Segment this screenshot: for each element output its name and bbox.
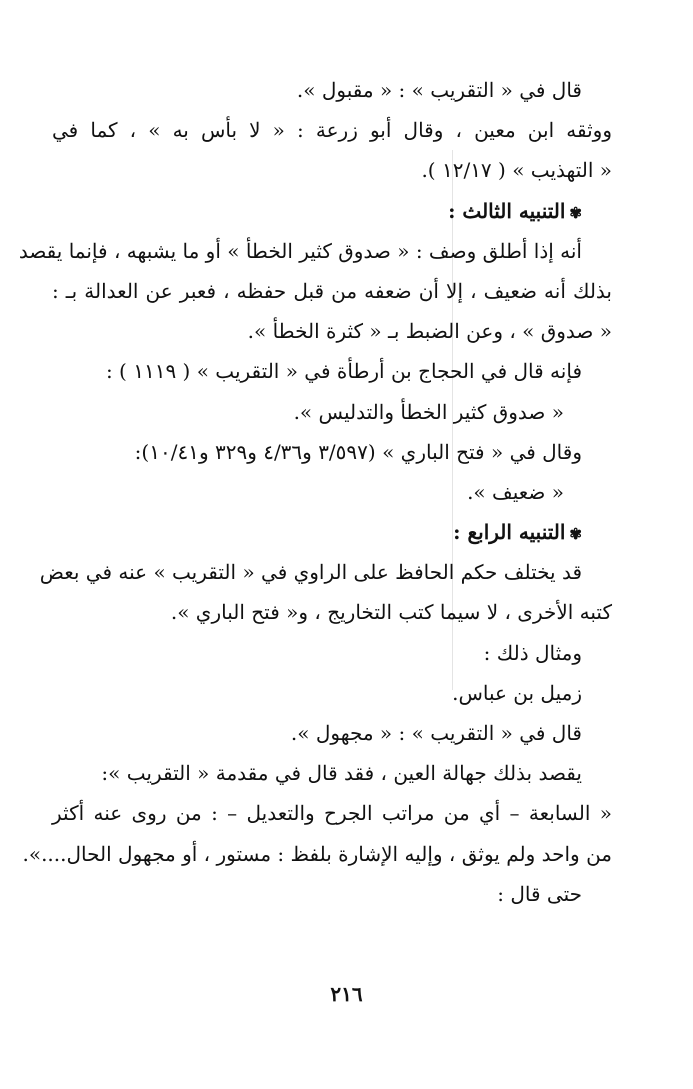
page-body — [18, 70, 612, 914]
text-line-9: « صدوق كثير الخطأ والتدليس ». — [293, 399, 564, 424]
text-line-8: فإنه قال في الحجاج بن أرطأة في « التقريب » ( ١١١٩ ) : — [105, 359, 582, 384]
text-line-11: « ضعيف ». — [467, 479, 564, 504]
heading-fourth-note — [52, 512, 612, 552]
text-line-16: زميل بن عباس. — [452, 680, 582, 705]
heading-fourth-note-text: التنبيه الرابع : — [453, 520, 566, 545]
text-line-2: ووثقه ابن معين ، وقال أبو زرعة : « لا بأس به » ، كما في — [52, 118, 612, 143]
flower-ornament-icon: ✾ — [569, 525, 582, 544]
text-line-6: بذلك أنه ضعيف ، إلا أن ضعفه من قبل حفظه ، فعبر عن العدالة بـ : — [52, 278, 612, 303]
text-line-21: حتى قال : — [497, 881, 582, 906]
text-line-5: أنه إذا أطلق وصف : « صدوق كثير الخطأ » أو ما يشبهه ، فإنما يقصد — [18, 238, 582, 263]
flower-ornament-icon: ✾ — [569, 203, 582, 222]
text-line-20: من واحد ولم يوثق ، وإليه الإشارة بلفظ : مستور ، أو مجهول الحال....». — [22, 841, 612, 866]
text-line-10: وقال في « فتح الباري » (٣/٥٩٧ و٤/٣٦ و٣٢٩ و١٠/٤١): — [134, 439, 582, 464]
heading-third-note — [52, 191, 612, 231]
text-line-13: قد يختلف حكم الحافظ على الراوي في « التقريب » عنه في بعض — [39, 560, 582, 585]
text-line-15: ومثال ذلك : — [483, 640, 582, 665]
text-line-17: قال في « التقريب » : « مجهول ». — [290, 721, 582, 745]
page-number: ٢١٦ — [330, 982, 363, 1006]
text-line-14: كتبه الأخرى ، لا سيما كتب التخاريج ، و« فتح الباري ». — [170, 600, 612, 625]
text-line-3: « التهذيب » ( ١٢/١٧ ). — [421, 158, 612, 183]
text-line-7: « صدوق » ، وعن الضبط بـ « كثرة الخطأ ». — [247, 319, 612, 344]
heading-third-note-text: التنبيه الثالث : — [448, 198, 566, 223]
text-line-18: يقصد بذلك جهالة العين ، فقد قال في مقدمة « التقريب »: — [101, 761, 582, 786]
text-line-1: قال في « التقريب » : « مقبول ». — [296, 78, 582, 102]
text-line-19: « السابعة – أي من مراتب الجرح والتعديل – : من روى عنه أكثر — [52, 801, 612, 826]
